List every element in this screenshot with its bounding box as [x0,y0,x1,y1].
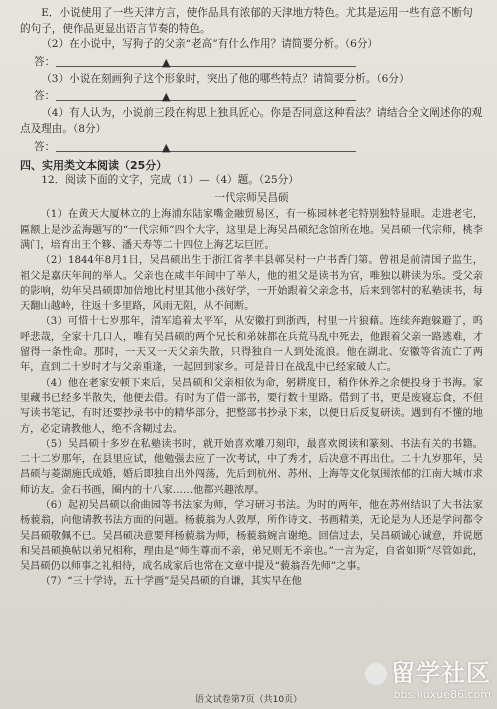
answer-label: 答： [34,140,56,153]
passage-paragraph-1: （1）在黄天大厦林立的上海浦东陆家嘴金融贸易区，有一栋园林老宅特别独特显眼。走进老宅，匾额上是沙孟海题写的“一代宗师”四个大字，这里是上海吴昌硕纪念馆所在地。吴昌硕一代宗师，桃李满门，培育出王个簃、潘天寿等二十四位上海艺坛巨匠。 [20,209,483,251]
answer-underline [56,66,356,67]
page-content [20,6,483,590]
question-4: （4）有人认为，小说前三段在构思上独具匠心。你是否同意这种看法？请结合全文阐述你的观点及理由。（8分） [20,107,483,135]
watermark-main-text: 留学社区 [391,659,491,687]
passage-paragraph-3: （3）可惜十七岁那年，清军追着太平军，从安徽打到浙西，村里一片狼藉。连续奔跑躲避了，呜呼悲哉，全家十几口人，唯有吴昌硕的两个兄长和弟妹都在兵荒马乱中死去，他跟着父亲一路逃难，才留得一条性命。那时，一天又一天父亲失散，只得独自一人到处流浪。他在湖北、安徽等省流亡了两年，直到二十岁时才与父亲重逢，一起回到家乡。可是昔日在战乱中已经家破人亡。 [20,316,483,374]
question-3: （3）小说在刻画狗子这个形象时，突出了他的哪些特点？请简要分析。（6分） [41,72,410,85]
triangle-mark-icon: ▲ [162,140,171,154]
answer-underline [56,151,356,152]
answer-line-4 [34,140,483,155]
passage-paragraph-6: （6）起初吴昌硕以俞曲园等书法家为师，学习研习书法。为时的两年，他在苏州结识了大书法家杨藐翁，向他请教书法方面的问题。杨藐翁为人敦厚，所作诗文、书画精美，无论是为人还是学问都令吴昌硕敬佩不已。吴昌硕决意要拜杨藐翁为师，杨藐翁婉言谢绝。回信过去，吴昌硕诚心诚意，并说愿和吴昌硕换帖以弟兄相称，理由是“师生尊而不亲，弟兄则无不亲也。”一言为定，自省如斯”尽管如此，吴昌硕仍以师事之礼相待，成名成家后也常在文章中提及“藐翁吾先师”之事。 [20,499,483,573]
watermark [365,653,491,701]
triangle-mark-icon: ▲ [162,90,171,104]
section-heading: 四、实用类文本阅读（25分） [20,158,168,172]
passage-paragraph-2: （2）1844年8月1日，吴昌硕出生于浙江省孝丰县鄣吴村一户书香门第。曾祖是前清国子监生，祖父是嘉庆年间的举人。父亲也在咸丰年间中了举人，他的祖父是读书为官，唯独以耕读为乐。受父亲的影响，幼年吴昌硕即加倍地比村里其他小孩好学，一开始跟着父亲念书，后来到邻村的私塾读书，每天翻山越岭，往返十多里路，风雨无阻，从不间断。 [20,255,483,313]
passage-paragraph-4: （4）他在老家安顿下来后，吴昌硕和父亲相依为命，躬耕度日，稍作休养之余便投身于书海。家里藏书已经多半散失，他便去借。有时为了借一部书，要行数十里路。借到了书，更是废寝忘食，不但写读书笔记，有时还要抄录书中的精华部分，把整部书抄录下来，以便日后反复研读。遇到有不懂的地方，必定请教他人，绝不含糊过去。 [20,377,483,435]
passage-paragraph-5: （5）吴昌硕十多岁在私塾读书时，就开始喜欢雕刀刻印，最喜欢阅读和篆刻、书法有关的书籍。二十二岁那年，在县里应试，他勉强去应了一次考试，中了秀才，后决意不再出仕。二十九岁那年，吴昌硕与菱湖施氏成婚，婚后即独自出外闯荡，先后到杭州、苏州、上海等文化氛围浓郁的江南大城市求师访友。金石书画，圈内的十八家……他都兴趣浓厚。 [20,438,483,496]
answer-label: 答： [34,55,56,68]
answer-line-2 [34,55,483,70]
answer-label: 答： [34,90,56,103]
watermark-url: bbs.liuxue86.com [393,688,491,701]
passage [20,207,483,589]
question-2: （2）在小说中，写狗子的父亲“老高”有什么作用？请简要分析。（6分） [41,38,379,51]
page-footer: 语文试卷第7页（共10页） [194,695,303,705]
answer-underline [56,100,356,101]
watermark-title [365,653,491,688]
watermark-logo-icon [365,663,387,685]
triangle-mark-icon: ▲ [162,55,171,69]
passage-paragraph-7: （7）“三十学诗，五十学画”是吴昌硕的自谦，其实早在他 [40,576,302,588]
question-12: 12．阅读下面的文字，完成（1）—（4）题。（25分） [41,174,299,187]
question-option-e: E．小说使用了一些天津方言，使作品具有浓郁的天津地方特色。尤其是运用一些有意不断句的句子，使作品更显出语言节奏的特色。 [20,7,473,35]
passage-title: 一代宗师吴昌硕 [214,191,289,204]
answer-line-3 [34,89,483,104]
